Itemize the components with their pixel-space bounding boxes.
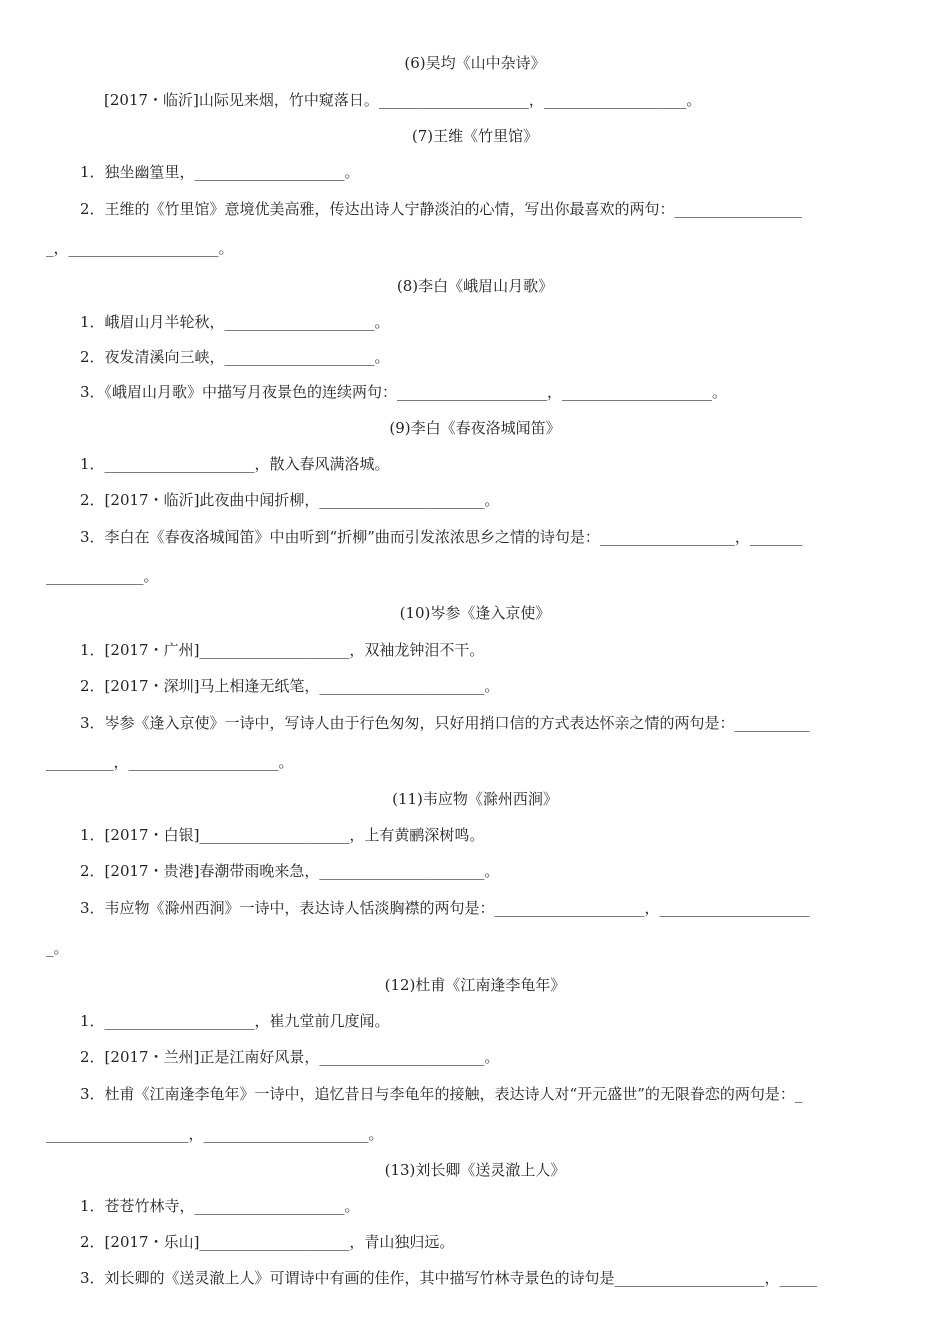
question-line: 1．____________________，散入春风满洛城。 bbox=[80, 455, 390, 473]
question-line: [2017・临沂]山际见来烟，竹中窥落日。____________________，___________________。 bbox=[104, 91, 702, 109]
section-heading-7: (7)王维《竹里馆》 bbox=[411, 127, 539, 145]
question-line-continued: _。 bbox=[46, 939, 69, 957]
question-line: 1．峨眉山月半轮秋，____________________。 bbox=[80, 313, 390, 331]
question-line: 2．王维的《竹里馆》意境优美高雅，传达出诗人宁静淡泊的心情，写出你最喜欢的两句：_________________ bbox=[80, 200, 803, 218]
question-line: 3．韦应物《滁州西涧》一诗中，表达诗人恬淡胸襟的两句是：____________________，____________________ bbox=[80, 899, 810, 917]
question-line: 1．苍苍竹林寺，____________________。 bbox=[80, 1197, 360, 1215]
question-line: 3．刘长卿的《送灵澈上人》可谓诗中有画的佳作，其中描写竹林寺景色的诗句是____________________，_____ bbox=[80, 1269, 818, 1287]
question-line: 3．岑参《逢入京使》一诗中，写诗人由于行色匆匆，只好用捎口信的方式表达怀亲之情的两句是：__________ bbox=[80, 714, 810, 732]
question-line-continued: ___________________，______________________。 bbox=[46, 1125, 384, 1143]
section-heading-9: (9)李白《春夜洛城闻笛》 bbox=[389, 419, 561, 437]
question-line: 2．[2017・贵港]春潮带雨晚来急，______________________。 bbox=[80, 862, 500, 880]
question-line: 1．____________________，崔九堂前几度闻。 bbox=[80, 1012, 390, 1030]
question-line: 2．[2017・临沂]此夜曲中闻折柳，______________________。 bbox=[80, 491, 500, 509]
question-line: 1．[2017・白银]____________________，上有黄鹂深树鸣。 bbox=[80, 826, 485, 844]
section-heading-11: (11)韦应物《滁州西涧》 bbox=[392, 790, 558, 808]
question-line: 3．杜甫《江南逢李龟年》一诗中，追忆昔日与李龟年的接触，表达诗人对“开元盛世”的无限眷恋的两句是：_ bbox=[80, 1085, 803, 1103]
section-heading-6: (6)吴均《山中杂诗》 bbox=[404, 54, 546, 72]
question-line: 3．《峨眉山月歌》中描写月夜景色的连续两句：____________________，____________________。 bbox=[80, 383, 728, 401]
question-line: 2．[2017・兰州]正是江南好风景，______________________。 bbox=[80, 1048, 500, 1066]
question-line: 2．夜发清溪向三峡，____________________。 bbox=[80, 348, 390, 366]
section-heading-10: (10)岑参《逢入京使》 bbox=[399, 604, 551, 622]
question-line: 3．李白在《春夜洛城闻笛》中由听到“折柳”曲而引发浓浓思乡之情的诗句是：__________________，_______ bbox=[80, 528, 803, 546]
question-line: 2．[2017・深圳]马上相逢无纸笔，______________________。 bbox=[80, 677, 500, 695]
section-heading-13: (13)刘长卿《送灵澈上人》 bbox=[384, 1161, 566, 1179]
question-line: 2．[2017・乐山]____________________，青山独归远。 bbox=[80, 1233, 455, 1251]
question-line: 1．[2017・广州]____________________，双袖龙钟泪不干。 bbox=[80, 641, 485, 659]
question-line-continued: _________，____________________。 bbox=[46, 753, 294, 771]
section-heading-8: (8)李白《峨眉山月歌》 bbox=[396, 277, 554, 295]
question-line: 1．独坐幽篁里，____________________。 bbox=[80, 163, 360, 181]
question-line-continued: _，____________________。 bbox=[46, 239, 234, 257]
question-line-continued: _____________。 bbox=[46, 567, 159, 585]
section-heading-12: (12)杜甫《江南逢李龟年》 bbox=[384, 976, 566, 994]
